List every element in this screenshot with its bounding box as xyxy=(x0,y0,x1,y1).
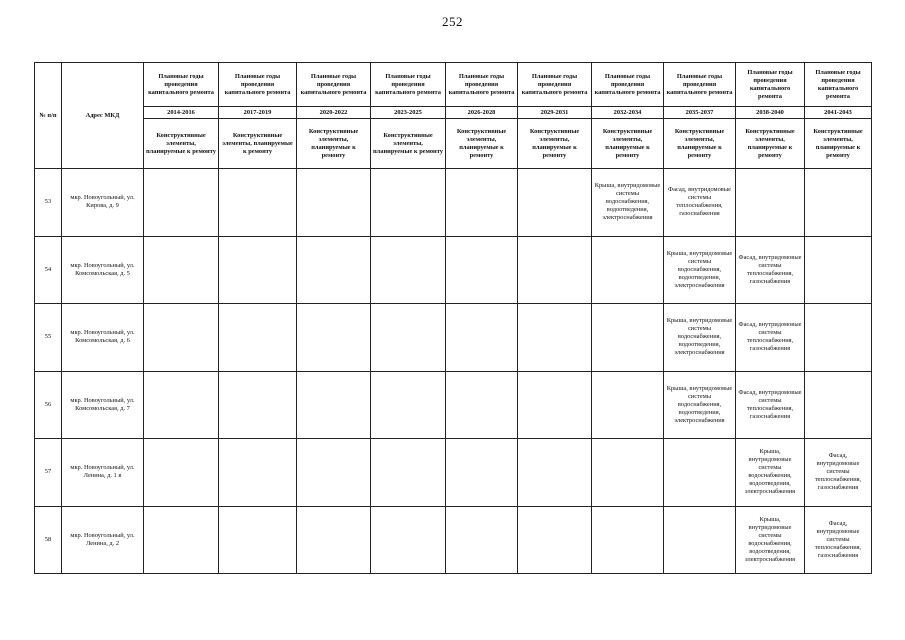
table-cell xyxy=(518,169,592,237)
table-cell xyxy=(144,236,219,304)
table-cell: Фасад, внутридомовые системы теплоснабжения, газоснабжения xyxy=(736,304,805,372)
row-address: мкр. Новоугольный, ул. Комсомольская, д. 5 xyxy=(62,236,144,304)
header-address: Адрес МКД xyxy=(62,63,144,169)
table-cell: Крыша, внутридомовые системы водоснабжения, водоотведения, электроснабжения xyxy=(592,169,664,237)
row-number: 56 xyxy=(35,371,62,439)
table-cell: Крыша, внутридомовые системы водоснабжения, водоотведения, электроснабжения xyxy=(664,371,736,439)
header-elements: Конструктивные элементы, планируемые к ремонту xyxy=(297,119,371,169)
table-cell xyxy=(805,169,872,237)
table-cell xyxy=(736,169,805,237)
header-period: 2026-2028 xyxy=(446,107,518,119)
table-cell xyxy=(297,439,371,507)
header-period: 2035-2037 xyxy=(664,107,736,119)
header-period: 2017-2019 xyxy=(219,107,297,119)
table-cell xyxy=(144,439,219,507)
header-plan-cell: Плановые годы проведения капитального ремонта xyxy=(805,63,872,107)
table-cell: Фасад, внутридомовые системы теплоснабжения, газоснабжения xyxy=(664,169,736,237)
table-cell: Крыша, внутридомовые системы водоснабжения, водоотведения, электроснабжения xyxy=(664,304,736,372)
header-period: 2041-2043 xyxy=(805,107,872,119)
table-cell xyxy=(144,371,219,439)
header-period: 2029-2031 xyxy=(518,107,592,119)
table-header xyxy=(35,63,872,169)
row-number: 55 xyxy=(35,304,62,372)
table-cell xyxy=(805,236,872,304)
header-period: 2014-2016 xyxy=(144,107,219,119)
row-number: 53 xyxy=(35,169,62,237)
header-period: 2038-2040 xyxy=(736,107,805,119)
repair-schedule-table xyxy=(34,62,872,574)
header-elements: Конструктивные элементы, планируемые к ремонту xyxy=(219,119,297,169)
table-cell xyxy=(664,506,736,574)
table-cell: Фасад, внутридомовые системы теплоснабжения, газоснабжения xyxy=(736,236,805,304)
header-plan-cell: Плановые годы проведения капитального ремонта xyxy=(664,63,736,107)
header-row-years xyxy=(35,107,872,119)
table-cell xyxy=(446,439,518,507)
header-num: № п/п xyxy=(35,63,62,169)
page-number: 252 xyxy=(442,14,463,29)
table-cell: Крыша, внутридомовые системы водоснабжения, водоотведения, электроснабжения xyxy=(664,236,736,304)
table-cell xyxy=(371,304,446,372)
table-cell xyxy=(219,439,297,507)
table-body xyxy=(35,169,872,574)
row-number: 58 xyxy=(35,506,62,574)
table-cell xyxy=(371,439,446,507)
table-cell xyxy=(297,304,371,372)
row-address: мкр. Новоугольный, ул. Кирова, д. 9 xyxy=(62,169,144,237)
header-elements: Конструктивные элементы, планируемые к ремонту xyxy=(805,119,872,169)
table-cell xyxy=(518,439,592,507)
row-address: мкр. Новоугольный, ул. Комсомольская, д. 6 xyxy=(62,304,144,372)
table-cell xyxy=(297,236,371,304)
header-plan-cell: Плановые годы проведения капитального ремонта xyxy=(219,63,297,107)
table-cell xyxy=(144,169,219,237)
row-address: мкр. Новоугольный, ул. Ленина, д. 1 в xyxy=(62,439,144,507)
header-plan-cell: Плановые годы проведения капитального ремонта xyxy=(297,63,371,107)
header-plan-cell: Плановые годы проведения капитального ремонта xyxy=(446,63,518,107)
table-row xyxy=(35,439,872,507)
table-cell xyxy=(805,371,872,439)
table-cell xyxy=(371,371,446,439)
header-elements: Конструктивные элементы, планируемые к ремонту xyxy=(518,119,592,169)
table-cell: Крыша, внутридомовые системы водоснабжения, водоотведения, электроснабжения xyxy=(736,439,805,507)
table-cell xyxy=(297,506,371,574)
header-period: 2032-2034 xyxy=(592,107,664,119)
table-cell: Фасад, внутридомовые системы теплоснабжения, газоснабжения xyxy=(805,506,872,574)
table-cell xyxy=(219,506,297,574)
header-elements: Конструктивные элементы, планируемые к ремонту xyxy=(592,119,664,169)
table-cell: Крыша, внутридомовые системы водоснабжения, водоотведения, электроснабжения xyxy=(736,506,805,574)
table-cell xyxy=(371,169,446,237)
table-cell: Фасад, внутридомовые системы теплоснабжения, газоснабжения xyxy=(805,439,872,507)
table-cell xyxy=(371,506,446,574)
header-elements: Конструктивные элементы, планируемые к ремонту xyxy=(144,119,219,169)
header-plan-cell: Плановые годы проведения капитального ремонта xyxy=(736,63,805,107)
table-cell xyxy=(219,236,297,304)
header-plan-cell: Плановые годы проведения капитального ремонта xyxy=(592,63,664,107)
table-cell xyxy=(592,236,664,304)
header-plan-cell: Плановые годы проведения капитального ремонта xyxy=(518,63,592,107)
table-cell xyxy=(219,371,297,439)
table-cell xyxy=(446,169,518,237)
table-cell xyxy=(297,371,371,439)
table-cell xyxy=(518,304,592,372)
table-cell xyxy=(805,304,872,372)
header-elements: Конструктивные элементы, планируемые к ремонту xyxy=(664,119,736,169)
header-period: 2020-2022 xyxy=(297,107,371,119)
row-number: 54 xyxy=(35,236,62,304)
table-cell xyxy=(446,304,518,372)
header-elements: Конструктивные элементы, планируемые к ремонту xyxy=(371,119,446,169)
table-cell xyxy=(518,506,592,574)
header-elements: Конструктивные элементы, планируемые к ремонту xyxy=(446,119,518,169)
table-cell xyxy=(297,169,371,237)
header-plan-cell: Плановые годы проведения капитального ремонта xyxy=(371,63,446,107)
table-cell: Фасад, внутридомовые системы теплоснабжения, газоснабжения xyxy=(736,371,805,439)
row-address: мкр. Новоугольный, ул. Ленина, д. 2 xyxy=(62,506,144,574)
table-cell xyxy=(219,304,297,372)
table-cell xyxy=(144,506,219,574)
table-cell xyxy=(144,304,219,372)
table-cell xyxy=(371,236,446,304)
table-cell xyxy=(446,506,518,574)
table-row xyxy=(35,506,872,574)
table-cell xyxy=(592,506,664,574)
row-address: мкр. Новоугольный, ул. Комсомольская, д. 7 xyxy=(62,371,144,439)
table-cell xyxy=(592,304,664,372)
table-cell xyxy=(446,371,518,439)
table-cell xyxy=(518,236,592,304)
header-row-elements xyxy=(35,119,872,169)
table-cell xyxy=(446,236,518,304)
table-row xyxy=(35,169,872,237)
table-cell xyxy=(592,371,664,439)
header-elements: Конструктивные элементы, планируемые к ремонту xyxy=(736,119,805,169)
row-number: 57 xyxy=(35,439,62,507)
header-plan-cell: Плановые годы проведения капитального ремонта xyxy=(144,63,219,107)
table-cell xyxy=(518,371,592,439)
table-cell xyxy=(219,169,297,237)
header-row-plan xyxy=(35,63,872,107)
table-cell xyxy=(592,439,664,507)
table-row xyxy=(35,236,872,304)
table-cell xyxy=(664,439,736,507)
table-row xyxy=(35,304,872,372)
table-row xyxy=(35,371,872,439)
header-period: 2023-2025 xyxy=(371,107,446,119)
